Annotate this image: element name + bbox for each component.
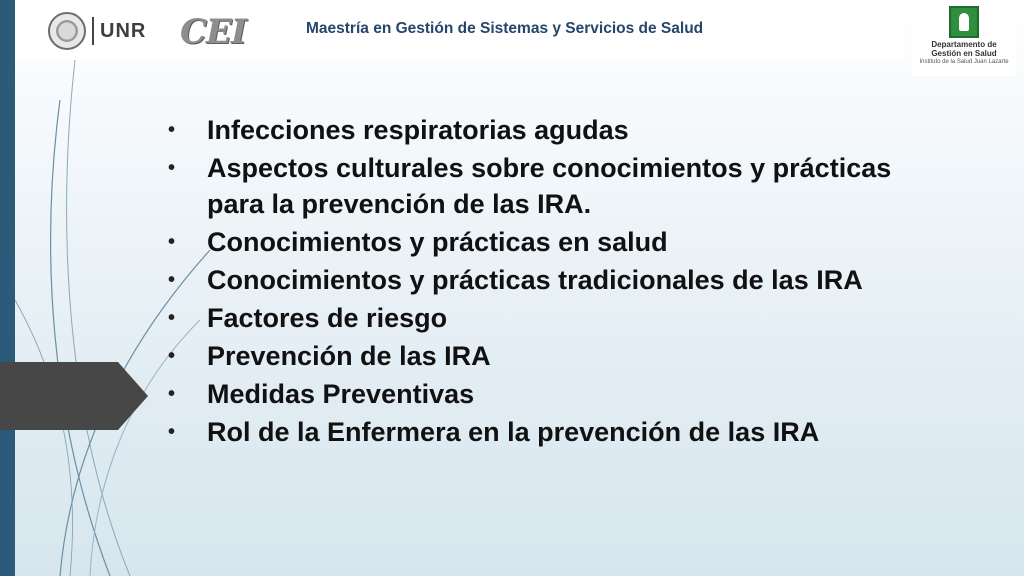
unr-logo <box>48 10 146 52</box>
bullet-text: Prevención de las IRA <box>207 341 491 371</box>
bullet-text: Rol de la Enfermera en la prevención de las IRA <box>207 417 820 447</box>
bullet-text: Medidas Preventivas <box>207 379 475 409</box>
bullet-item <box>168 300 942 336</box>
bullet-marker: • <box>168 421 176 443</box>
bullet-text: Conocimientos y prácticas en salud <box>207 227 668 257</box>
bullet-text: Aspectos culturales sobre conocimientos y prácticas para la prevención de las IRA. <box>207 153 892 219</box>
bullet-marker: • <box>168 383 176 405</box>
bullet-marker: • <box>168 157 176 179</box>
dept-logo-line2: Gestión en Salud <box>931 49 997 58</box>
bullet-text: Conocimientos y prácticas tradicionales de las IRA <box>207 265 863 295</box>
bullet-text: Factores de riesgo <box>207 303 448 333</box>
bullet-item <box>168 414 942 450</box>
unr-label: UNR <box>100 19 147 42</box>
bullet-marker: • <box>168 307 176 329</box>
bullet-marker: • <box>168 269 176 291</box>
arrow-tab-shape <box>0 362 148 430</box>
page-title: Maestría en Gestión de Sistemas y Servicios de Salud <box>306 20 704 37</box>
bullet-item <box>168 150 942 222</box>
bullet-item <box>168 262 942 298</box>
bullet-item <box>168 112 942 148</box>
university-seal-icon <box>48 12 86 50</box>
dept-logo-line1: Departamento de <box>931 40 997 49</box>
tree-icon <box>949 6 979 38</box>
bullet-marker: • <box>168 231 176 253</box>
bullet-marker: • <box>168 345 176 367</box>
department-logo <box>912 4 1016 76</box>
dept-logo-line3: Instituto de la Salud Juan Lazarte <box>919 59 1009 65</box>
bullet-item <box>168 376 942 412</box>
header <box>0 0 1024 78</box>
bullet-item <box>168 338 942 374</box>
logo-divider <box>92 17 94 45</box>
bullet-list <box>168 112 942 452</box>
bullet-marker: • <box>168 119 176 141</box>
bullet-text: Infecciones respiratorias agudas <box>207 115 629 145</box>
bullet-item <box>168 224 942 260</box>
cei-logo: CEI <box>180 12 246 52</box>
